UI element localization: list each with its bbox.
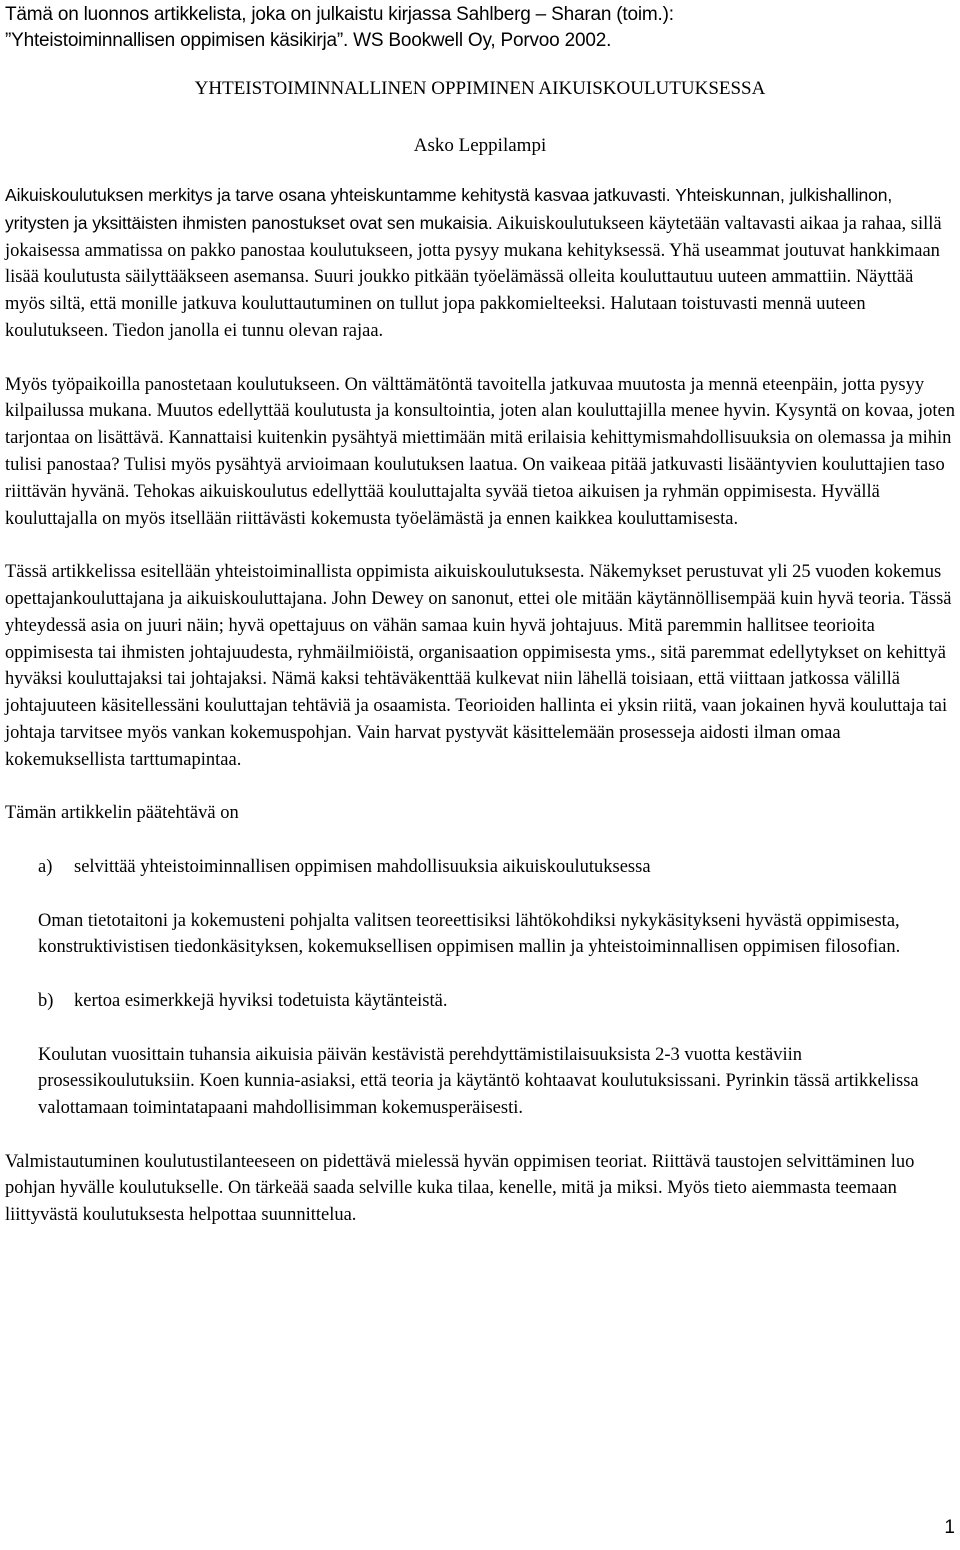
publication-note-line-1: Tämä on luonnos artikkelista, joka on julkaistu kirjassa Sahlberg – Sharan (toim.):	[5, 4, 674, 25]
paragraph-sentence: Näyttää myös siltä, että monille jatkuva kouluttautuminen on tullut jopa pakkomielteeksi.	[5, 267, 914, 315]
paragraph-sentence: Tiedon janolla ei tunnu olevan rajaa.	[112, 320, 384, 341]
list-item-a	[5, 854, 955, 881]
paragraph-theoretical-basis: Oman tietotaitoni ja kokemusteni pohjalta valitsen teoreettisiksi lähtökohdiksi nykykäsitykseni hyvästä oppimisesta, konstruktivistisen tiedonkäsityksen, kokemuksellisen oppimisen mallin ja yhteistoiminnallisen oppimisen filosofian.	[38, 910, 901, 958]
paragraph-preparation: Valmistautuminen koulutustilanteeseen on pidettävä mielessä hyvän oppimisen teoriat. Riittävä taustojen selvittäminen luo pohjan hyvälle koulutukselle. On tärkeää saada selville kuka tilaa, kenelle, mitä ja miksi. Myös tieto aiemmasta teemaan liittyvästä koulutuksesta helpottaa suunnittelua.	[5, 1151, 915, 1226]
paragraph-sentence: Yhä useammat joutuvat hankkimaan lisää koulutusta säilyttääkseen asemansa.	[5, 240, 940, 288]
paragraph-sentence: Yhteiskunnan, julkishallinon, yritysten ja yksittäisten ihmisten panostukset ovat sen mukaisia.	[5, 185, 893, 233]
page-number: 1	[944, 1517, 955, 1538]
list-item-b	[5, 988, 955, 1015]
article-body	[5, 182, 955, 1256]
publication-note	[5, 2, 955, 54]
list-marker: a)	[38, 856, 53, 877]
article-title: YHTEISTOIMINNALLINEN OPPIMINEN AIKUISKOULUTUKSESSA	[194, 78, 766, 99]
list-item-text: kertoa esimerkkejä hyviksi todetuista käytänteistä.	[74, 990, 448, 1011]
paragraph-article-scope: Tässä artikkelissa esitellään yhteistoiminallista oppimista aikuiskoulutuksesta. Näkemykset perustuvat yli 25 vuoden kokemus opettajankouluttajana ja aikuiskouluttajana. John Dewey on sanonut, ettei ole mitään käytännöllisempää kuin hyvä teoria. Tässä yhteydessä asia on juuri näin; hyvä opettajuus on vähän samaa kuin hyvä johtajuus. Mitä paremmin hallitsee teorioita oppimisesta tai ihmisten johtajuudesta, ryhmäilmiöistä, organisaation oppimisesta yms., sitä paremmat edellytykset on kehittyä hyväksi kouluttajaksi tai johtajaksi. Nämä kaksi tehtäväkenttää kulkevat niin lähellä toisiaan, että viittaan jatkossa välillä johtajuuteen käsitellessäni kouluttajan tehtäviä ja osaamista. Teorioiden hallinta ei yksin riitä, vaan jokainen hyvä kouluttaja tai johtaja tarvitsee myös vankan kokemuspohjan. Vain harvat pystyvät käsittelemään prosesseja aidosti ilman omaa kokemuksellista tarttumapintaa.	[5, 562, 952, 770]
article-author: Asko Leppilampi	[413, 135, 547, 156]
publication-note-line-2: ”Yhteistoiminnallisen oppimisen käsikirja”. WS Bookwell Oy, Porvoo 2002.	[5, 30, 612, 51]
paragraph-sentence: Aikuiskoulutuksen merkitys ja tarve osana yhteiskuntamme kehitystä kasvaa jatkuvasti.	[5, 185, 671, 205]
paragraph-main-task: Tämän artikkelin päätehtävä on	[5, 803, 239, 824]
paragraph-experience: Koulutan vuosittain tuhansia aikuisia päivän kestävistä perehdyttämistilaisuuksista 2-3 vuotta kestäviin prosessikoulutuksiin. Koen kunnia-asiaksi, että teoria ja käytäntö kohtaavat koulutuksissani. Pyrinkin tässä artikkelissa valottamaan toimintatapaani mahdollisimman kokemusperäisesti.	[38, 1044, 919, 1119]
paragraph-workplaces: Myös työpaikoilla panostetaan koulutukseen. On välttämätöntä tavoitella jatkuvaa muutosta ja mennä eteenpäin, jotta pysyy kilpailussa mukana. Muutos edellyttää koulutusta ja konsultointia, joten alan kouluttajilla menee hyvin. Kysyntä on kovaa, joten tarjontaa on lisättävä. Kannattaisi kuitenkin pysähtyä miettimään mitä erilaisia kehittymismahdollisuuksia on olemassa ja mihin tulisi panostaa? Tulisi myös pysähtyä arvioimaan koulutuksen laatua. On vaikeaa pitää jatkuvasti lisääntyvien kouluttajien taso riittävän hyvänä. Tehokas aikuiskoulutus edellyttää kouluttajalta syvää tietoa aikuisen ja ryhmän oppimisesta. Hyvällä kouluttajalla on myös itsellään riittävästi kokemusta työelämästä ja ennen kaikkea kouluttamisesta.	[5, 374, 955, 529]
paragraph-sentence: Suuri joukko pitkään työelämässä olleita kouluttautuu uuteen ammattiin.	[313, 267, 852, 288]
paragraph-sentence: Aikuiskoulutukseen käytetään valtavasti aikaa ja rahaa, sillä jokaisessa ammatissa on pakko panostaa koulutukseen, jotta pysyy mukana kehityksessä.	[5, 213, 942, 261]
paragraph-sentence: Halutaan toistuvasti mennä uuteen koulutukseen.	[5, 294, 866, 341]
list-marker: b)	[38, 990, 54, 1011]
list-item-text: selvittää yhteistoiminnallisen oppimisen mahdollisuuksia aikuiskoulutuksessa	[74, 856, 651, 877]
paragraph-introduction	[5, 182, 955, 345]
